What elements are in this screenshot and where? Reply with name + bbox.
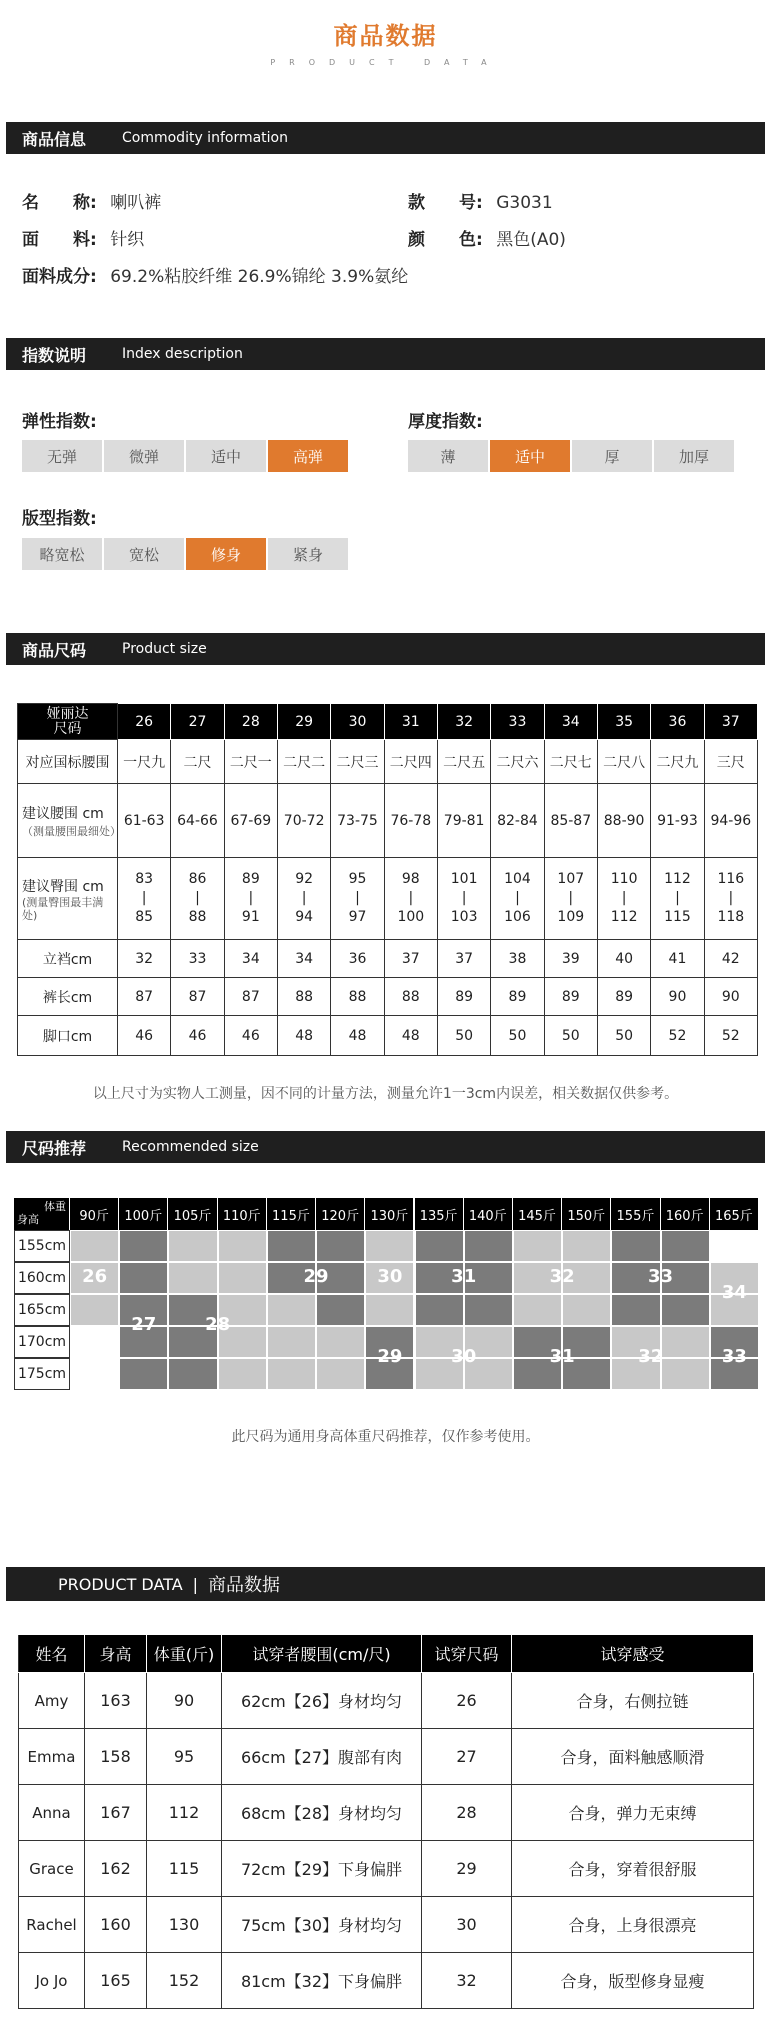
- weight-header: 140斤: [464, 1198, 513, 1230]
- table-row: [18, 1016, 758, 1056]
- cell: 94-96: [704, 784, 757, 858]
- section-title-en: Commodity information: [122, 130, 288, 146]
- cell: 46: [224, 1016, 277, 1056]
- color-value: 黑色(A0): [496, 230, 566, 250]
- recommend-size-label: 32: [549, 1266, 575, 1287]
- recommend-size-label: 31: [549, 1346, 575, 1367]
- cell: 101 | 103: [437, 858, 490, 940]
- cell: 165: [85, 1953, 147, 2009]
- cell: 88: [277, 978, 330, 1016]
- section-bar-commodity: [6, 122, 765, 154]
- cell: 83 | 85: [118, 858, 171, 940]
- size-table: [17, 703, 758, 1056]
- recommend-cell: [267, 1326, 316, 1358]
- table-row: [18, 978, 758, 1016]
- section-title-cn: 指数说明: [22, 345, 87, 365]
- col-header: 试穿者腰围(cm/尺): [222, 1635, 422, 1673]
- tryon-table: [18, 1634, 754, 2009]
- section-title-en: Recommended size: [122, 1139, 259, 1155]
- fabric-value: 针织: [110, 230, 145, 250]
- cell: Grace: [19, 1841, 85, 1897]
- recommend-cell: [218, 1230, 267, 1262]
- cell: 42: [704, 940, 757, 978]
- cell: 89: [597, 978, 650, 1016]
- weight-header: 105斤: [168, 1198, 217, 1230]
- section-bar-recommend: [6, 1131, 765, 1163]
- recommend-size-label: 32: [638, 1346, 664, 1367]
- fit-option-selected[interactable]: 修身: [186, 538, 266, 570]
- name-value: 喇叭裤: [110, 193, 162, 213]
- height-header: 175cm: [14, 1358, 70, 1390]
- height-header: 155cm: [14, 1230, 70, 1262]
- recommend-cell: [316, 1294, 365, 1326]
- cell: 95: [147, 1729, 222, 1785]
- recommend-cell: [267, 1230, 316, 1262]
- cell: 合身，面料触感顺滑: [512, 1729, 754, 1785]
- info-fabric: [22, 225, 144, 250]
- size-col: 35: [597, 704, 650, 740]
- recommend-size-label: 33: [648, 1266, 674, 1287]
- section-title-en: Product size: [122, 641, 207, 657]
- weight-header: 165斤: [710, 1198, 759, 1230]
- style-value: G3031: [496, 193, 553, 213]
- cell: 46: [118, 1016, 171, 1056]
- recommend-size-label: 30: [451, 1346, 477, 1367]
- recommend-cell: [267, 1358, 316, 1390]
- cell: 28: [422, 1785, 512, 1841]
- cell: 48: [277, 1016, 330, 1056]
- section-bar-index: [6, 338, 765, 370]
- thickness-label: 厚度指数:: [408, 412, 483, 432]
- cell: 34: [224, 940, 277, 978]
- table-row: [19, 1785, 754, 1841]
- cell: 二尺三: [331, 740, 384, 784]
- size-col: 32: [437, 704, 490, 740]
- page-title: 商品数据: [333, 22, 438, 50]
- cell: 二尺四: [384, 740, 437, 784]
- cell: 112 | 115: [651, 858, 704, 940]
- recommend-cell: [119, 1262, 168, 1294]
- col-header: 试穿尺码: [422, 1635, 512, 1673]
- cell: 90: [704, 978, 757, 1016]
- recommend-cell: [464, 1294, 513, 1326]
- size-col: 26: [118, 704, 171, 740]
- size-corner: 娅丽达 尺码: [18, 704, 118, 740]
- cell: 二尺七: [544, 740, 597, 784]
- row-label: 建议腰围 cm （测量腰围最细处）: [18, 784, 118, 858]
- cell: 64-66: [171, 784, 224, 858]
- weight-header: 100斤: [119, 1198, 168, 1230]
- weight-header: 155斤: [611, 1198, 660, 1230]
- col-header: 试穿感受: [512, 1635, 754, 1673]
- section-title-cn: 商品信息: [22, 129, 87, 149]
- weight-header: 115斤: [267, 1198, 316, 1230]
- tryon-title-sep: |: [192, 1574, 199, 1594]
- tryon-title-cn: 商品数据: [208, 1575, 281, 1596]
- cell: 73-75: [331, 784, 384, 858]
- elastic-label: 弹性指数:: [22, 412, 97, 432]
- size-header-row: [18, 704, 758, 740]
- cell: 86 | 88: [171, 858, 224, 940]
- section-title-cn: 商品尺码: [22, 640, 87, 660]
- recommend-cell: [365, 1230, 414, 1262]
- cell: 30: [422, 1897, 512, 1953]
- recommend-cell: [611, 1230, 660, 1262]
- style-label: 款 号:: [408, 193, 483, 213]
- cell: 合身，穿着很舒服: [512, 1841, 754, 1897]
- cell: 52: [651, 1016, 704, 1056]
- recommend-size-label: 34: [721, 1282, 747, 1303]
- recommend-size-label: 30: [377, 1266, 403, 1287]
- thickness-option[interactable]: 薄: [408, 440, 488, 472]
- composition-label: 面料成分:: [22, 267, 97, 287]
- recommend-cell: [70, 1326, 119, 1358]
- cell: 36: [331, 940, 384, 978]
- row-label: 裤长cm: [18, 978, 118, 1016]
- size-col: 27: [171, 704, 224, 740]
- cell: 二尺五: [437, 740, 490, 784]
- recommend-cell: [415, 1294, 464, 1326]
- recommend-note: 此尺码为通用身高体重尺码推荐，仅作参考使用。: [231, 1429, 540, 1445]
- recommend-cell: [218, 1358, 267, 1390]
- cell: 88: [384, 978, 437, 1016]
- recommend-grid: [14, 1198, 759, 1390]
- cell: 二尺: [171, 740, 224, 784]
- fit-label: 版型指数:: [22, 509, 97, 529]
- cell: 82-84: [491, 784, 544, 858]
- cell: 32: [118, 940, 171, 978]
- recommend-cell: [168, 1230, 217, 1262]
- cell: 33: [171, 940, 224, 978]
- table-row: [18, 858, 758, 940]
- cell: 163: [85, 1673, 147, 1729]
- cell: 二尺六: [491, 740, 544, 784]
- cell: 85-87: [544, 784, 597, 858]
- cell: 62cm【26】身材均匀: [222, 1673, 422, 1729]
- recommend-cell: [415, 1230, 464, 1262]
- recommend-cell: [70, 1294, 119, 1326]
- recommend-cell: [70, 1358, 119, 1390]
- fit-option[interactable]: 紧身: [268, 538, 348, 570]
- cell: 二尺八: [597, 740, 650, 784]
- size-col: 36: [651, 704, 704, 740]
- height-header: 160cm: [14, 1262, 70, 1294]
- cell: 39: [544, 940, 597, 978]
- elastic-option[interactable]: 无弹: [22, 440, 102, 472]
- recommend-size-label: 31: [451, 1266, 477, 1287]
- cell: 87: [118, 978, 171, 1016]
- color-label: 颜 色:: [408, 230, 483, 250]
- cell: 167: [85, 1785, 147, 1841]
- cell: 48: [384, 1016, 437, 1056]
- thickness-option-selected[interactable]: 适中: [490, 440, 570, 472]
- section-bar-size: [6, 633, 765, 665]
- cell: 91-93: [651, 784, 704, 858]
- cell: 110 | 112: [597, 858, 650, 940]
- cell: 87: [224, 978, 277, 1016]
- thickness-option[interactable]: 加厚: [654, 440, 734, 472]
- cell: 116 | 118: [704, 858, 757, 940]
- cell: 一尺九: [118, 740, 171, 784]
- cell: 三尺: [704, 740, 757, 784]
- cell: 130: [147, 1897, 222, 1953]
- cell: 46: [171, 1016, 224, 1056]
- cell: 89: [491, 978, 544, 1016]
- info-composition: [22, 262, 408, 287]
- recommend-cell: [267, 1294, 316, 1326]
- cell: 158: [85, 1729, 147, 1785]
- recommend-cell: [316, 1230, 365, 1262]
- recommend-cell: [562, 1294, 611, 1326]
- info-name: [22, 188, 161, 213]
- table-row: [19, 1673, 754, 1729]
- table-row: [18, 740, 758, 784]
- table-row: [18, 784, 758, 858]
- cell: 38: [491, 940, 544, 978]
- recommend-cell: [464, 1230, 513, 1262]
- recommend-cell: [710, 1230, 759, 1262]
- page-subtitle: PRODUCT DATA: [270, 58, 501, 67]
- section-bar-tryon: [6, 1567, 765, 1601]
- cell: 115: [147, 1841, 222, 1897]
- elastic-option[interactable]: 微弹: [104, 440, 184, 472]
- cell: 66cm【27】腹部有肉: [222, 1729, 422, 1785]
- weight-header: 145斤: [513, 1198, 562, 1230]
- cell: 79-81: [437, 784, 490, 858]
- recommend-size-label: 28: [205, 1314, 231, 1335]
- cell: 37: [437, 940, 490, 978]
- cell: 50: [544, 1016, 597, 1056]
- recommend-cell: [168, 1358, 217, 1390]
- col-header: 姓名: [19, 1635, 85, 1673]
- cell: 160: [85, 1897, 147, 1953]
- recommend-cell: [661, 1230, 710, 1262]
- size-col: 34: [544, 704, 597, 740]
- size-col: 33: [491, 704, 544, 740]
- weight-header: 110斤: [218, 1198, 267, 1230]
- weight-header: 150斤: [562, 1198, 611, 1230]
- name-label: 名 称:: [22, 193, 97, 213]
- recommend-cell: [316, 1358, 365, 1390]
- cell: 50: [597, 1016, 650, 1056]
- cell: 二尺二: [277, 740, 330, 784]
- cell: Jo Jo: [19, 1953, 85, 2009]
- cell: 107 | 109: [544, 858, 597, 940]
- recommend-size-label: 29: [303, 1266, 329, 1287]
- cell: 88-90: [597, 784, 650, 858]
- recommend-cell: [316, 1326, 365, 1358]
- weight-header: 90斤: [70, 1198, 119, 1230]
- table-row: [19, 1841, 754, 1897]
- cell: 合身，右侧拉链: [512, 1673, 754, 1729]
- cell: Amy: [19, 1673, 85, 1729]
- cell: 40: [597, 940, 650, 978]
- cell: 68cm【28】身材均匀: [222, 1785, 422, 1841]
- cell: 88: [331, 978, 384, 1016]
- table-row: [18, 940, 758, 978]
- info-color: [408, 225, 566, 250]
- thickness-options: [408, 440, 734, 472]
- recommend-cell: [562, 1230, 611, 1262]
- cell: Rachel: [19, 1897, 85, 1953]
- section-title-en: Index description: [122, 346, 243, 362]
- recommend-cell: [119, 1230, 168, 1262]
- cell: 合身，版型修身显瘦: [512, 1953, 754, 2009]
- cell: 72cm【29】下身偏胖: [222, 1841, 422, 1897]
- row-label: 立裆cm: [18, 940, 118, 978]
- size-col: 30: [331, 704, 384, 740]
- fit-option[interactable]: 宽松: [104, 538, 184, 570]
- cell: Anna: [19, 1785, 85, 1841]
- fit-options: [22, 538, 348, 570]
- size-col: 37: [704, 704, 757, 740]
- cell: 70-72: [277, 784, 330, 858]
- info-style: [408, 188, 553, 213]
- composition-value: 69.2%粘胶纤维 26.9%锦纶 3.9%氨纶: [110, 267, 409, 287]
- recommend-size-label: 26: [82, 1266, 108, 1287]
- elastic-option-selected[interactable]: 高弹: [268, 440, 348, 472]
- recommend-cell: [168, 1262, 217, 1294]
- cell: 89 | 91: [224, 858, 277, 940]
- cell: 27: [422, 1729, 512, 1785]
- row-label: 建议臀围 cm (测量臀围最丰满处): [18, 858, 118, 940]
- weight-header: 120斤: [316, 1198, 365, 1230]
- cell: 104 | 106: [491, 858, 544, 940]
- size-col: 28: [224, 704, 277, 740]
- cell: 90: [651, 978, 704, 1016]
- cell: 37: [384, 940, 437, 978]
- row-label: 对应国标腰围: [18, 740, 118, 784]
- recommend-cell: [513, 1294, 562, 1326]
- cell: 二尺九: [651, 740, 704, 784]
- cell: 90: [147, 1673, 222, 1729]
- cell: Emma: [19, 1729, 85, 1785]
- cell: 112: [147, 1785, 222, 1841]
- cell: 二尺一: [224, 740, 277, 784]
- cell: 67-69: [224, 784, 277, 858]
- height-header: 165cm: [14, 1294, 70, 1326]
- recommend-cell: [218, 1262, 267, 1294]
- recommend-cell: [119, 1358, 168, 1390]
- section-title-cn: 尺码推荐: [22, 1138, 87, 1158]
- recommend-cell: [365, 1294, 414, 1326]
- weight-header: 135斤: [415, 1198, 464, 1230]
- cell: 29: [422, 1841, 512, 1897]
- fit-option[interactable]: 略宽松: [22, 538, 102, 570]
- cell: 92 | 94: [277, 858, 330, 940]
- cell: 合身，上身很漂亮: [512, 1897, 754, 1953]
- cell: 81cm【32】下身偏胖: [222, 1953, 422, 2009]
- recommend-size-label: 27: [131, 1314, 157, 1335]
- table-row: [19, 1897, 754, 1953]
- cell: 76-78: [384, 784, 437, 858]
- cell: 50: [491, 1016, 544, 1056]
- size-col: 31: [384, 704, 437, 740]
- thickness-option[interactable]: 厚: [572, 440, 652, 472]
- cell: 98 | 100: [384, 858, 437, 940]
- recommend-cell: [513, 1230, 562, 1262]
- row-label: 脚口cm: [18, 1016, 118, 1056]
- cell: 48: [331, 1016, 384, 1056]
- cell: 152: [147, 1953, 222, 2009]
- recommend-corner: 体重 身高: [14, 1198, 70, 1230]
- cell: 32: [422, 1953, 512, 2009]
- cell: 75cm【30】身材均匀: [222, 1897, 422, 1953]
- tryon-header-row: [19, 1635, 754, 1673]
- cell: 52: [704, 1016, 757, 1056]
- cell: 50: [437, 1016, 490, 1056]
- col-header: 体重(斤): [147, 1635, 222, 1673]
- col-header: 身高: [85, 1635, 147, 1673]
- recommend-cell: [611, 1294, 660, 1326]
- recommend-cell: [661, 1294, 710, 1326]
- recommend-size-label: 29: [377, 1346, 403, 1367]
- weight-header: 130斤: [365, 1198, 414, 1230]
- cell: 95 | 97: [331, 858, 384, 940]
- cell: 61-63: [118, 784, 171, 858]
- cell: 26: [422, 1673, 512, 1729]
- cell: 89: [437, 978, 490, 1016]
- elastic-options: [22, 440, 348, 472]
- recommend-cell: [70, 1230, 119, 1262]
- size-note: 以上尺寸为实物人工测量，因不同的计量方法，测量允许1一3cm内误差，相关数据仅供参考。: [92, 1086, 679, 1102]
- size-col: 29: [277, 704, 330, 740]
- fabric-label: 面 料:: [22, 230, 97, 250]
- cell: 162: [85, 1841, 147, 1897]
- cell: 34: [277, 940, 330, 978]
- cell: 41: [651, 940, 704, 978]
- height-header: 170cm: [14, 1326, 70, 1358]
- table-row: [19, 1953, 754, 2009]
- weight-header: 160斤: [661, 1198, 710, 1230]
- table-row: [19, 1729, 754, 1785]
- cell: 89: [544, 978, 597, 1016]
- cell: 合身，弹力无束缚: [512, 1785, 754, 1841]
- tryon-title-en: PRODUCT DATA: [58, 1574, 183, 1594]
- recommend-size-label: 33: [721, 1346, 747, 1367]
- elastic-option[interactable]: 适中: [186, 440, 266, 472]
- cell: 87: [171, 978, 224, 1016]
